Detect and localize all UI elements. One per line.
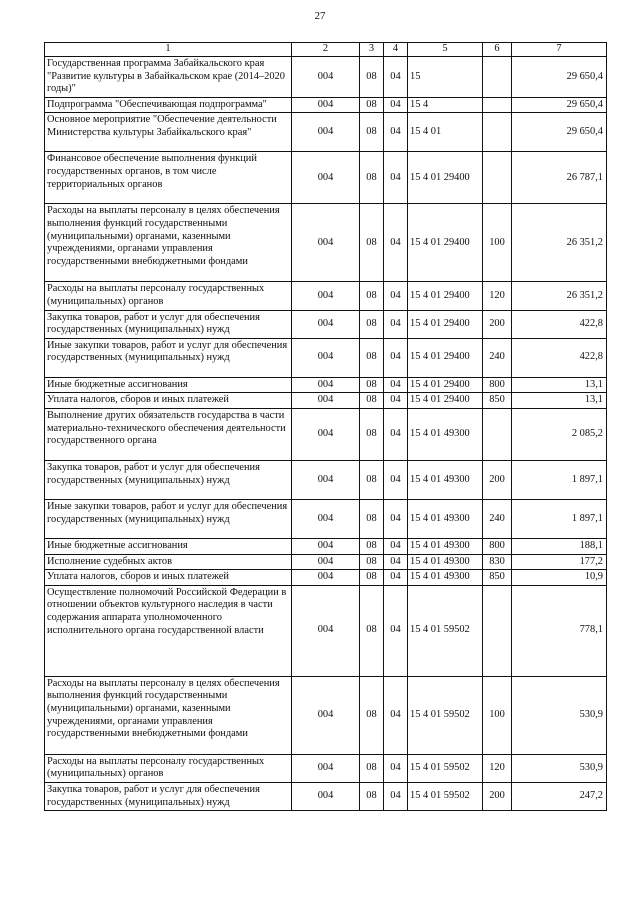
amount-cell: 177,2 — [512, 554, 607, 570]
expense-name-cell: Расходы на выплаты персоналу государственных (муниципальных) органов — [45, 282, 292, 310]
table-row — [45, 113, 607, 152]
expense-name-cell: Закупка товаров, работ и услуг для обеспечения государственных (муниципальных) нужд — [45, 310, 292, 338]
target-article-cell: 15 4 01 59502 — [408, 754, 483, 782]
subsection-code-cell: 04 — [384, 408, 408, 460]
budget-table — [44, 42, 607, 811]
subsection-code-cell: 04 — [384, 460, 408, 499]
table-row — [45, 152, 607, 204]
amount-cell: 26 787,1 — [512, 152, 607, 204]
subsection-code-cell: 04 — [384, 393, 408, 409]
expense-type-cell: 120 — [483, 754, 512, 782]
target-article-cell: 15 4 01 49300 — [408, 570, 483, 586]
table-row — [45, 460, 607, 499]
expense-name-cell: Уплата налогов, сборов и иных платежей — [45, 393, 292, 409]
target-article-cell: 15 4 01 49300 — [408, 408, 483, 460]
amount-cell: 29 650,4 — [512, 97, 607, 113]
subsection-code-cell: 04 — [384, 152, 408, 204]
expense-name-cell: Иные закупки товаров, работ и услуг для обеспечения государственных (муниципальных) нужд — [45, 499, 292, 538]
subsection-code-cell: 04 — [384, 554, 408, 570]
target-article-cell: 15 4 01 29400 — [408, 282, 483, 310]
target-article-cell: 15 — [408, 57, 483, 98]
subsection-code-cell: 04 — [384, 570, 408, 586]
table-row — [45, 676, 607, 754]
table-row — [45, 282, 607, 310]
table-row — [45, 554, 607, 570]
subsection-code-cell: 04 — [384, 282, 408, 310]
expense-type-cell: 800 — [483, 538, 512, 554]
ministry-code-cell: 004 — [292, 499, 360, 538]
ministry-code-cell: 004 — [292, 585, 360, 676]
header-cell: 1 — [45, 43, 292, 57]
expense-name-cell: Расходы на выплаты персоналу в целях обеспечения выполнения функций государственными (муниципальными) органами, казенными учреждениями, органами управления государственными внебюджетными фондами — [45, 676, 292, 754]
amount-cell: 13,1 — [512, 377, 607, 393]
expense-type-cell — [483, 152, 512, 204]
expense-type-cell: 200 — [483, 310, 512, 338]
expense-name-cell: Подпрограмма "Обеспечивающая подпрограмма" — [45, 97, 292, 113]
table-row — [45, 393, 607, 409]
expense-type-cell: 100 — [483, 204, 512, 282]
subsection-code-cell: 04 — [384, 57, 408, 98]
expense-type-cell: 200 — [483, 460, 512, 499]
subsection-code-cell: 04 — [384, 782, 408, 810]
ministry-code-cell: 004 — [292, 782, 360, 810]
expense-name-cell: Уплата налогов, сборов и иных платежей — [45, 570, 292, 586]
subsection-code-cell: 04 — [384, 310, 408, 338]
expense-type-cell — [483, 113, 512, 152]
expense-name-cell: Расходы на выплаты персоналу в целях обеспечения выполнения функций государственными (муниципальными) органами, казенными учреждениями, органами управления государственными внебюджетными фондами — [45, 204, 292, 282]
table-row — [45, 499, 607, 538]
ministry-code-cell: 004 — [292, 113, 360, 152]
section-code-cell: 08 — [360, 754, 384, 782]
expense-type-cell — [483, 97, 512, 113]
target-article-cell: 15 4 01 59502 — [408, 676, 483, 754]
table-row — [45, 377, 607, 393]
subsection-code-cell: 04 — [384, 338, 408, 377]
expense-type-cell: 120 — [483, 282, 512, 310]
header-cell: 4 — [384, 43, 408, 57]
subsection-code-cell: 04 — [384, 676, 408, 754]
table-row — [45, 338, 607, 377]
expense-name-cell: Осуществление полномочий Российской Федерации в отношении объектов культурного наследия в части содержания аппарата уполномоченного исполнительного органа государственной власти — [45, 585, 292, 676]
table-row — [45, 570, 607, 586]
amount-cell: 530,9 — [512, 676, 607, 754]
target-article-cell: 15 4 01 49300 — [408, 499, 483, 538]
expense-name-cell: Иные закупки товаров, работ и услуг для обеспечения государственных (муниципальных) нужд — [45, 338, 292, 377]
table-row — [45, 408, 607, 460]
amount-cell: 10,9 — [512, 570, 607, 586]
amount-cell: 188,1 — [512, 538, 607, 554]
subsection-code-cell: 04 — [384, 538, 408, 554]
expense-type-cell: 800 — [483, 377, 512, 393]
table-row — [45, 310, 607, 338]
section-code-cell: 08 — [360, 97, 384, 113]
target-article-cell: 15 4 — [408, 97, 483, 113]
table-row — [45, 585, 607, 676]
section-code-cell: 08 — [360, 377, 384, 393]
section-code-cell: 08 — [360, 338, 384, 377]
section-code-cell: 08 — [360, 57, 384, 98]
expense-name-cell: Закупка товаров, работ и услуг для обеспечения государственных (муниципальных) нужд — [45, 460, 292, 499]
header-cell: 6 — [483, 43, 512, 57]
ministry-code-cell: 004 — [292, 97, 360, 113]
subsection-code-cell: 04 — [384, 113, 408, 152]
expense-type-cell — [483, 57, 512, 98]
table-row — [45, 782, 607, 810]
section-code-cell: 08 — [360, 554, 384, 570]
amount-cell: 2 085,2 — [512, 408, 607, 460]
ministry-code-cell: 004 — [292, 676, 360, 754]
section-code-cell: 08 — [360, 499, 384, 538]
expense-name-cell: Иные бюджетные ассигнования — [45, 538, 292, 554]
section-code-cell: 08 — [360, 585, 384, 676]
amount-cell: 29 650,4 — [512, 113, 607, 152]
target-article-cell: 15 4 01 29400 — [408, 152, 483, 204]
target-article-cell: 15 4 01 59502 — [408, 585, 483, 676]
ministry-code-cell: 004 — [292, 460, 360, 499]
amount-cell: 13,1 — [512, 393, 607, 409]
section-code-cell: 08 — [360, 676, 384, 754]
expense-name-cell: Государственная программа Забайкальского края "Развитие культуры в Забайкальском крае (2014–2020 годы)" — [45, 57, 292, 98]
expense-name-cell: Закупка товаров, работ и услуг для обеспечения государственных (муниципальных) нужд — [45, 782, 292, 810]
amount-cell: 778,1 — [512, 585, 607, 676]
ministry-code-cell: 004 — [292, 554, 360, 570]
amount-cell: 422,8 — [512, 338, 607, 377]
ministry-code-cell: 004 — [292, 57, 360, 98]
ministry-code-cell: 004 — [292, 377, 360, 393]
section-code-cell: 08 — [360, 204, 384, 282]
table-row — [45, 57, 607, 98]
subsection-code-cell: 04 — [384, 585, 408, 676]
expense-name-cell: Выполнение других обязательств государства в части материально-технического обеспечения деятельности государственного органа — [45, 408, 292, 460]
expense-name-cell: Исполнение судебных актов — [45, 554, 292, 570]
section-code-cell: 08 — [360, 570, 384, 586]
ministry-code-cell: 004 — [292, 338, 360, 377]
section-code-cell: 08 — [360, 113, 384, 152]
header-cell: 7 — [512, 43, 607, 57]
header-cell: 3 — [360, 43, 384, 57]
expense-type-cell: 850 — [483, 570, 512, 586]
target-article-cell: 15 4 01 59502 — [408, 782, 483, 810]
expense-type-cell: 850 — [483, 393, 512, 409]
target-article-cell: 15 4 01 — [408, 113, 483, 152]
subsection-code-cell: 04 — [384, 754, 408, 782]
expense-type-cell: 830 — [483, 554, 512, 570]
ministry-code-cell: 004 — [292, 282, 360, 310]
target-article-cell: 15 4 01 29400 — [408, 393, 483, 409]
section-code-cell: 08 — [360, 282, 384, 310]
target-article-cell: 15 4 01 29400 — [408, 204, 483, 282]
ministry-code-cell: 004 — [292, 570, 360, 586]
section-code-cell: 08 — [360, 310, 384, 338]
expense-type-cell — [483, 408, 512, 460]
page-number: 27 — [314, 10, 326, 22]
subsection-code-cell: 04 — [384, 377, 408, 393]
amount-cell: 422,8 — [512, 310, 607, 338]
target-article-cell: 15 4 01 49300 — [408, 554, 483, 570]
ministry-code-cell: 004 — [292, 754, 360, 782]
amount-cell: 1 897,1 — [512, 460, 607, 499]
ministry-code-cell: 004 — [292, 310, 360, 338]
expense-type-cell: 240 — [483, 338, 512, 377]
target-article-cell: 15 4 01 49300 — [408, 538, 483, 554]
expense-type-cell: 100 — [483, 676, 512, 754]
section-code-cell: 08 — [360, 408, 384, 460]
amount-cell: 26 351,2 — [512, 204, 607, 282]
table-row — [45, 754, 607, 782]
expense-name-cell: Основное мероприятие "Обеспечение деятельности Министерства культуры Забайкальского края" — [45, 113, 292, 152]
target-article-cell: 15 4 01 49300 — [408, 460, 483, 499]
ministry-code-cell: 004 — [292, 204, 360, 282]
ministry-code-cell: 004 — [292, 393, 360, 409]
target-article-cell: 15 4 01 29400 — [408, 310, 483, 338]
section-code-cell: 08 — [360, 393, 384, 409]
ministry-code-cell: 004 — [292, 538, 360, 554]
expense-name-cell: Расходы на выплаты персоналу государственных (муниципальных) органов — [45, 754, 292, 782]
subsection-code-cell: 04 — [384, 97, 408, 113]
amount-cell: 530,9 — [512, 754, 607, 782]
section-code-cell: 08 — [360, 152, 384, 204]
ministry-code-cell: 004 — [292, 408, 360, 460]
subsection-code-cell: 04 — [384, 204, 408, 282]
table-row — [45, 538, 607, 554]
expense-type-cell: 240 — [483, 499, 512, 538]
expense-name-cell: Иные бюджетные ассигнования — [45, 377, 292, 393]
section-code-cell: 08 — [360, 782, 384, 810]
ministry-code-cell: 004 — [292, 152, 360, 204]
expense-name-cell: Финансовое обеспечение выполнения функций государственных органов, в том числе территориальных органов — [45, 152, 292, 204]
header-row — [45, 43, 607, 57]
amount-cell: 29 650,4 — [512, 57, 607, 98]
header-cell: 5 — [408, 43, 483, 57]
table-row — [45, 97, 607, 113]
table-row — [45, 204, 607, 282]
subsection-code-cell: 04 — [384, 499, 408, 538]
section-code-cell: 08 — [360, 460, 384, 499]
target-article-cell: 15 4 01 29400 — [408, 377, 483, 393]
expense-type-cell — [483, 585, 512, 676]
section-code-cell: 08 — [360, 538, 384, 554]
target-article-cell: 15 4 01 29400 — [408, 338, 483, 377]
amount-cell: 247,2 — [512, 782, 607, 810]
expense-type-cell: 200 — [483, 782, 512, 810]
amount-cell: 26 351,2 — [512, 282, 607, 310]
amount-cell: 1 897,1 — [512, 499, 607, 538]
header-cell: 2 — [292, 43, 360, 57]
